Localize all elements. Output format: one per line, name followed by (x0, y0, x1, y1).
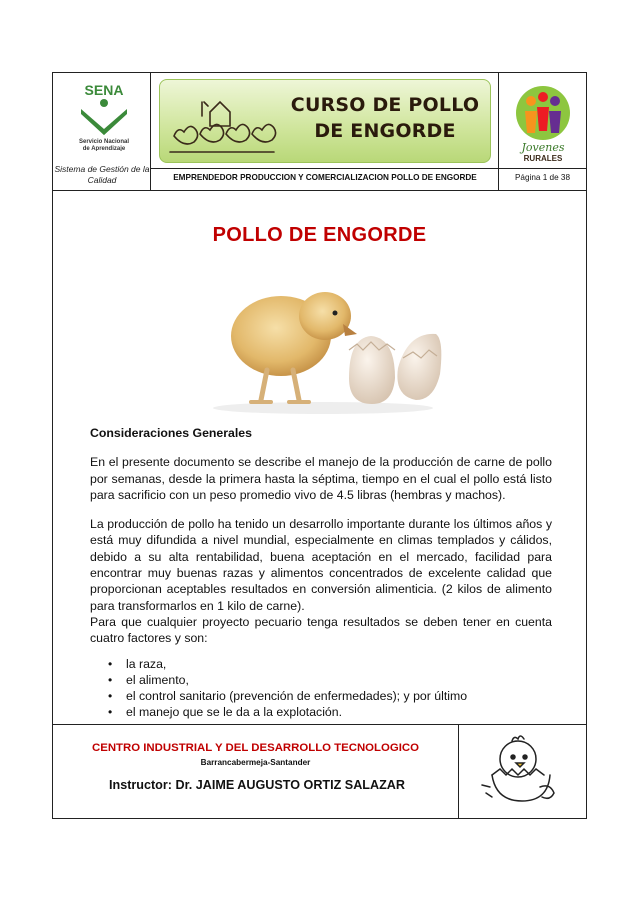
footer-divider (458, 725, 459, 819)
list-item: • el alimento, (104, 672, 552, 688)
list-item: • el manejo que se le da a la explotación. (104, 704, 552, 720)
paragraph-production: La producción de pollo ha tenido un desarrollo importante durante los últimos años y está muy difundida a nivel mundial, especialmente en climas templados y cálidos, debido a su alta rentabilidad, buena aceptación en el mercado, facilidad para encontrar muy buenas razas y alimentos concentrados de excelente calidad que proporcionan aceptables resultados en conversión alimenticia. (2 kilos de alimento para transformarlos en 1 kilo de carne). (90, 517, 552, 613)
sena-wordmark: SENA (84, 82, 124, 98)
document-title: POLLO DE ENGORDE (212, 224, 427, 246)
section-heading: Consideraciones Generales (90, 426, 252, 440)
cartoon-chick-in-shell-icon (478, 731, 564, 809)
factors-list (90, 656, 552, 721)
course-title: CURSO DE POLLO DE ENGORDE (290, 94, 480, 142)
document-page (52, 72, 587, 819)
course-banner (159, 79, 491, 163)
jovenes-line2: RURALES (523, 154, 563, 163)
header-divider (151, 168, 586, 169)
paragraph-intro: En el presente documento se describe el manejo de la producción de carne de pollo por semanas, desde la primera hasta la séptima, tiempo en el cual el pollo está listo para sacrificio con un peso promedio vivo de 4.5 libras (hembras y machos). (90, 455, 552, 502)
farm-chickens-icon (166, 94, 278, 156)
program-caption: EMPRENDEDOR PRODUCCION Y COMERCIALIZACION POLLO DE ENGORDE (173, 173, 477, 182)
jovenes-rurales-logo-icon (509, 85, 577, 163)
list-item: • la raza, (104, 656, 552, 672)
sena-line1: Servicio Nacional (78, 139, 130, 145)
center-city: Barrancabermeja-Santander (200, 758, 311, 767)
sena-line2: de Aprendizaje (82, 146, 126, 151)
quality-system-caption: Sistema de Gestión de la Calidad (54, 164, 150, 185)
header-logo-cell (53, 73, 151, 191)
page-footer (53, 724, 586, 818)
center-name: CENTRO INDUSTRIAL Y DEL DESARROLLO TECNOLOGICO (92, 742, 419, 754)
sena-logo-icon (75, 81, 133, 151)
document-body (90, 425, 552, 721)
instructor-name: Instructor: Dr. JAIME AUGUSTO ORTIZ SALAZAR (109, 778, 405, 792)
chick-with-eggshell-icon (193, 258, 453, 418)
page-header (53, 73, 586, 191)
jovenes-line1: Jovenes (521, 141, 565, 154)
page-number: Página 1 de 38 (514, 173, 571, 182)
list-item: • el control sanitario (prevención de enfermedades); y por último (104, 688, 552, 704)
paragraph-factors: Para que cualquier proyecto pecuario tenga resultados se deben tener en cuenta cuatro factores y son: (90, 614, 552, 646)
